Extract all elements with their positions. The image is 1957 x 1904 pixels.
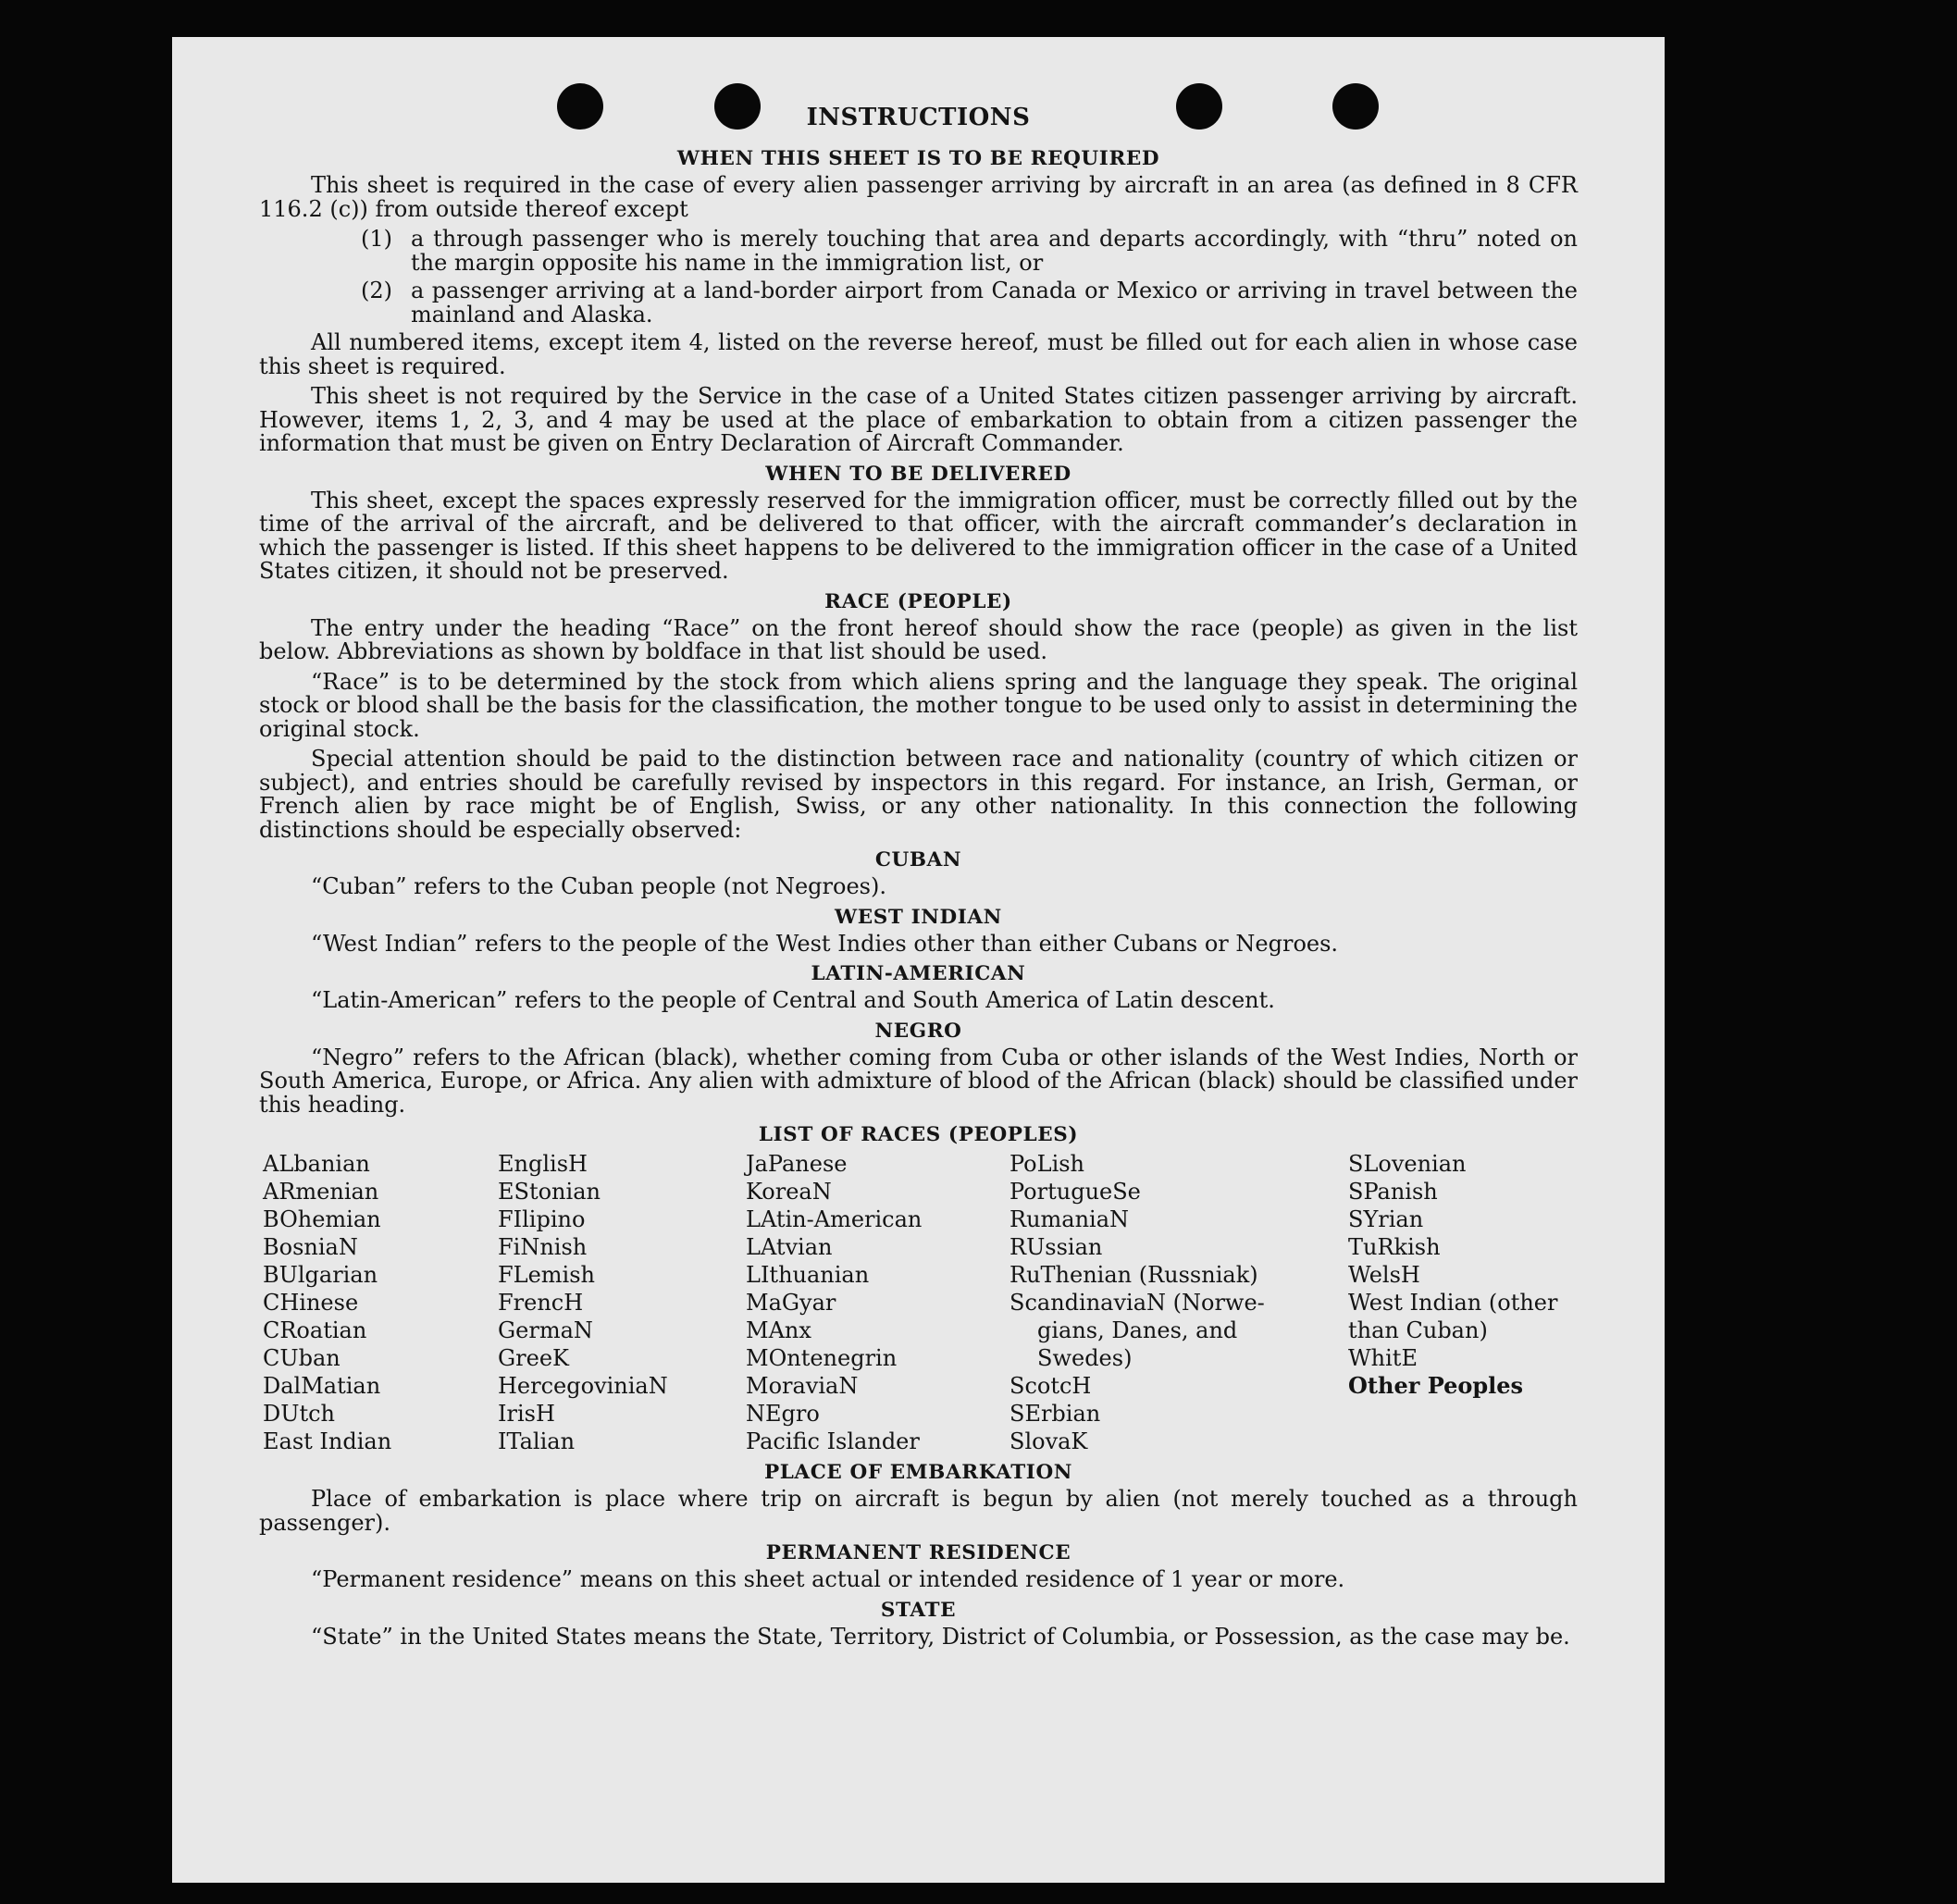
exception-text: a through passenger who is merely touching that area and departs accordingly, with “thru” noted on the margin opposite his name in the immigration list, or [411, 226, 1578, 276]
west-indian-text: “West Indian” refers to the people of the West Indies other than either Cubans or Negroes. [311, 930, 1339, 957]
race-entry: PoLish [1009, 1151, 1085, 1177]
race-entry: RumaniaN [1009, 1206, 1130, 1232]
exception-text: a passenger arriving at a land-border airport from Canada or Mexico or arriving in travel between the mainland and Alaska. [411, 278, 1578, 328]
race-entry: FiNnish [498, 1234, 588, 1260]
race-column-4 [1009, 1150, 1348, 1455]
race-paragraph: Special attention should be paid to the distinction between race and nationality (country of which citizen or subject), and entries should be carefully revised by inspectors in this regard. For instance, an Irish, German, or French alien by race might be of English, Swiss, or any other nationality. In this connection the following distinctions should be especially observed: [259, 746, 1578, 843]
heading-embarkation: PLACE OF EMBARKATION [763, 1461, 1073, 1484]
race-entry: CHinese [263, 1290, 359, 1316]
race-entry: KoreaN [746, 1179, 832, 1205]
race-entry: MaGyar [746, 1290, 836, 1316]
race-entry: EStonian [498, 1179, 601, 1205]
race-entry: DUtch [263, 1401, 336, 1427]
heading-west-indian: WEST INDIAN [835, 905, 1002, 929]
heading-negro: NEGRO [874, 1019, 962, 1043]
numbered-items-paragraph: All numbered items, except item 4, listed on the reverse hereof, must be filled out for each alien in whose case this sheet is required. [259, 329, 1578, 379]
permanent-residence-text: “Permanent residence” means on this sheet actual or intended residence of 1 year or more. [311, 1566, 1345, 1592]
race-entry: ARmenian [263, 1179, 379, 1205]
race-entry: TuRkish [1348, 1234, 1441, 1260]
race-entry: CRoatian [263, 1317, 367, 1343]
exception-item [361, 228, 1578, 275]
race-entry: East Indian [263, 1428, 392, 1454]
race-entry: MoraviaN [746, 1373, 859, 1399]
race-entry: CUban [263, 1345, 341, 1371]
race-entry: Swedes) [1037, 1345, 1133, 1371]
race-entry: NEgro [746, 1401, 820, 1427]
race-paragraph: “Race” is to be determined by the stock from which aliens spring and the language they speak. The original stock or blood shall be the basis for the classification, the mother tongue to be used only to assist in determining the original stock. [259, 668, 1578, 742]
heading-cuban: CUBAN [874, 848, 962, 872]
race-entry: LAtin-American [746, 1206, 923, 1232]
race-entry: IrisH [498, 1401, 555, 1427]
when-required-intro: This sheet is required in the case of every alien passenger arriving by aircraft in an area (as defined in 8 CFR 116.2 (c)) from outside thereof except [259, 172, 1578, 222]
race-entry: than Cuban) [1348, 1317, 1488, 1343]
negro-text: “Negro” refers to the African (black), whether coming from Cuba or other islands of the West Indies, North or South America, Europe, or Africa. Any alien with admixture of blood of the African (black) should be classified under this heading. [259, 1044, 1578, 1118]
race-entry: SErbian [1009, 1401, 1101, 1427]
page-title: INSTRUCTIONS [806, 104, 1031, 131]
race-paragraph: The entry under the heading “Race” on the front hereof should show the race (people) as given in the list below. Abbreviations as shown by boldface in that list should be used. [259, 614, 1578, 664]
race-entry: FLemish [498, 1262, 595, 1288]
race-entry: SYrian [1348, 1206, 1424, 1232]
race-entry: ITalian [498, 1428, 576, 1454]
heading-race: RACE (PEOPLE) [824, 589, 1012, 613]
latin-american-text: “Latin-American” refers to the people of Central and South America of Latin descent. [311, 987, 1275, 1013]
race-entry: PortugueSe [1009, 1179, 1141, 1205]
race-entry: EnglisH [498, 1151, 588, 1177]
exception-item [361, 279, 1578, 327]
race-entry: DalMatian [263, 1373, 381, 1399]
race-column-3 [746, 1150, 1009, 1455]
when-delivered-text: This sheet, except the spaces expressly reserved for the immigration officer, must be correctly filled out by the time of the arrival of the aircraft, and be delivered to that officer, with the aircraft commander’s declaration in which the passenger is listed. If this sheet happens to be delivered to the immigration officer in the case of a United States citizen, it should not be preserved. [259, 487, 1578, 584]
embarkation-text: Place of embarkation is place where trip on aircraft is begun by alien (not merely touched as a through passenger). [259, 1486, 1578, 1536]
race-entry: FIlipino [498, 1206, 586, 1232]
instructions-body [259, 142, 1578, 1655]
race-entry: gians, Danes, and [1037, 1317, 1238, 1343]
race-column-2 [498, 1150, 746, 1455]
heading-list-of-races: LIST OF RACES (PEOPLES) [758, 1123, 1079, 1146]
race-entry: FrencH [498, 1290, 584, 1316]
race-list [263, 1150, 1578, 1455]
race-entry: SLovenian [1348, 1151, 1467, 1177]
race-entry: SlovaK [1009, 1428, 1088, 1454]
exception-number: (1) [361, 226, 392, 252]
race-entry: ScotcH [1009, 1373, 1092, 1399]
race-entry: WelsH [1348, 1262, 1420, 1288]
exception-number: (2) [361, 278, 392, 303]
race-entry: SPanish [1348, 1179, 1438, 1205]
race-entry: RUssian [1009, 1234, 1103, 1260]
race-entry: BosniaN [263, 1234, 358, 1260]
race-entry: MOntenegrin [746, 1345, 898, 1371]
cuban-text: “Cuban” refers to the Cuban people (not Negroes). [311, 873, 886, 899]
race-entry: BOhemian [263, 1206, 381, 1232]
heading-when-delivered: WHEN TO BE DELIVERED [765, 462, 1071, 486]
race-entry: GermaN [498, 1317, 593, 1343]
race-entry: ALbanian [263, 1151, 370, 1177]
race-entry: GreeK [498, 1345, 569, 1371]
heading-when-required: WHEN THIS SHEET IS TO BE REQUIRED [676, 147, 1160, 170]
race-entry: MAnx [746, 1317, 811, 1343]
race-entry: WhitE [1348, 1345, 1418, 1371]
heading-latin-american: LATIN-AMERICAN [811, 962, 1026, 985]
race-entry: HercegoviniaN [498, 1373, 668, 1399]
heading-state: STATE [880, 1598, 957, 1622]
citizen-paragraph: This sheet is not required by the Service in the case of a United States citizen passenger arriving by aircraft. However, items 1, 2, 3, and 4 may be used at the place of embarkation to obtain from a citizen passenger the information that must be given on Entry Declaration of Aircraft Commander. [259, 383, 1578, 456]
race-entry: JaPanese [746, 1151, 848, 1177]
state-text: “State” in the United States means the State, Territory, District of Columbia, or Possession, as the case may be. [311, 1623, 1570, 1650]
race-entry: Pacific Islander [746, 1428, 920, 1454]
race-entry: RuThenian (Russniak) [1009, 1262, 1258, 1288]
instruction-sheet [172, 37, 1665, 1883]
race-entry: Other Peoples [1348, 1372, 1524, 1399]
race-column-5 [1348, 1150, 1589, 1455]
race-entry: West Indian (other [1348, 1290, 1558, 1316]
heading-permanent-residence: PERMANENT RESIDENCE [765, 1541, 1071, 1564]
race-column-1 [263, 1150, 498, 1455]
race-entry: LIthuanian [746, 1262, 870, 1288]
race-entry: LAtvian [746, 1234, 833, 1260]
race-entry: ScandinaviaN (Norwe- [1009, 1290, 1265, 1316]
race-entry: BUlgarian [263, 1262, 378, 1288]
